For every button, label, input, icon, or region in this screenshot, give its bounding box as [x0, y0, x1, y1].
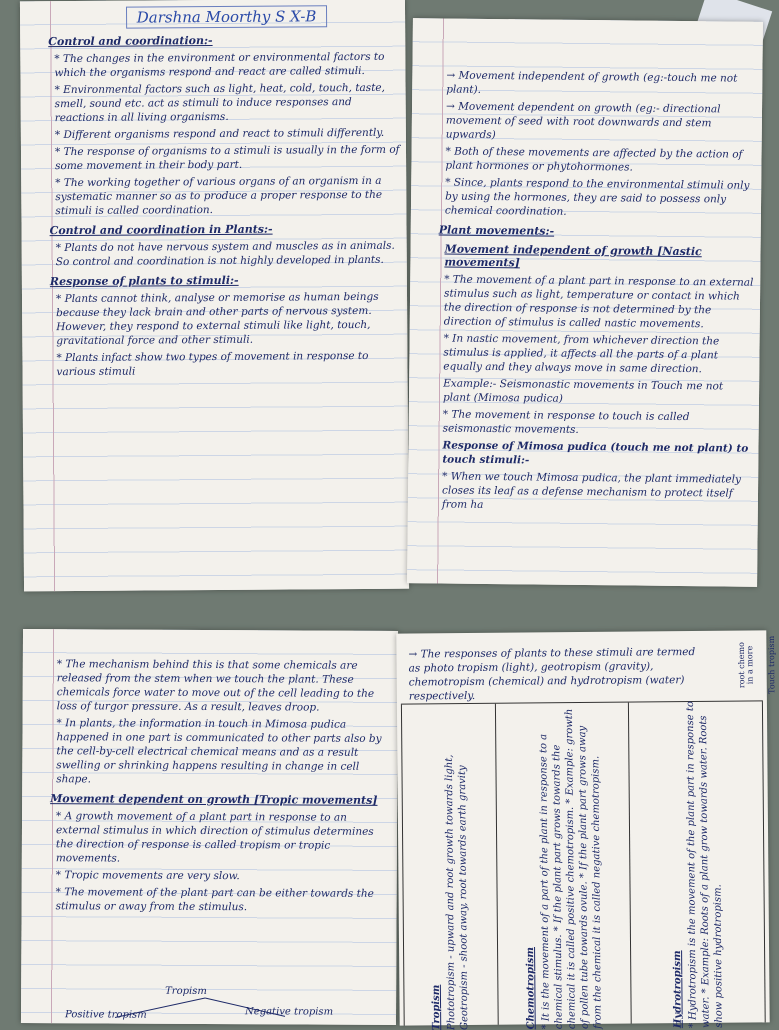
note-line: Example:- Seismonastic movements in Touch me not plant (Mimosa pudica): [442, 377, 724, 405]
note-line: → Movement dependent on growth (eg:- directional movement of seed with root downwards and stem upwards): [445, 100, 721, 142]
column-heading: Hydrotropism: [671, 949, 684, 1028]
notebook-page-3: [21, 629, 398, 1025]
diagram-root-label: Tropism: [165, 985, 207, 997]
notebook-page-1: [20, 0, 409, 591]
page-title: [54, 5, 399, 29]
subsection-heading: Movement independent of growth [Nastic movements]: [444, 242, 702, 270]
section-heading: Response of plants to stimuli:-: [49, 273, 239, 289]
note-line: * Different organisms respond and react to stimuli differently.: [54, 126, 385, 142]
section-heading: Control and coordination:-: [48, 34, 213, 49]
note-line: * Since, plants respond to the environmental stimuli only by using the hormones, they are said to possess only chemical coordination.: [444, 176, 750, 218]
section-heading: Movement dependent on growth [Tropic movements]: [50, 792, 378, 807]
note-line: * Environmental factors such as light, heat, cold, touch, taste, smell, sound etc. act as stimuli to induce responses and reactions in all living organisms.: [54, 81, 386, 125]
diagram-left-label: Positive tropism: [64, 1009, 147, 1021]
note-line: * The movement of a plant part in response to an external stimulus such as light, temperature or contact in which the direction of response is not determined by the direction of stimulus is called nastic movements.: [443, 273, 754, 331]
note-line: * The response of organisms to a stimuli is usually in the form of some movement in their body part.: [54, 143, 400, 173]
title-box: Darshna Moorthy S X-B: [126, 5, 328, 28]
note-line: Response of Mimosa pudica (touch me not plant) to touch stimuli:-: [442, 439, 749, 467]
note-line: * The changes in the environment or environmental factors to which the organisms respond and react are called stimuli.: [54, 50, 385, 80]
note-line: * Both of these movements are affected by the action of plant hormones or phytohormones.: [445, 145, 743, 174]
note-line: * The movement of the plant part can be either towards the stimulus or away from the stimulus.: [55, 886, 374, 914]
note-line: * In nastic movement, from whichever direction the stimulus is applied, it affects all the parts of a plant equally and they always move in same direction.: [443, 332, 720, 376]
notebook-page-2: [407, 18, 763, 587]
margin-notes: [724, 634, 777, 694]
column-content: [428, 699, 472, 1029]
column-text: * Hydrotropism is the movement of the plant part in response to water. * Example: Roots of a plant grow towards water. Roots show positive hydrotropism.: [684, 700, 725, 1028]
section-heading: Control and coordination in Plants:-: [49, 222, 273, 238]
note-line: * Plants do not have nervous system and muscles as in animals. So control and coordination is not highly developed in plants.: [55, 239, 395, 269]
note-line: * Plants infact show two types of movement in response to various stimuli: [56, 349, 369, 379]
page-2-content: [438, 69, 756, 583]
page-1-content: [48, 5, 403, 587]
table-column: [629, 700, 765, 1028]
note-line: * When we touch Mimosa pudica, the plant immediately closes its leaf as a defense mechanism to protect itself from ha: [441, 470, 741, 511]
note-line: * Tropic movements are very slow.: [55, 869, 240, 883]
note-line: → Movement independent of growth (eg:-touch me not plant).: [446, 69, 738, 96]
tropism-diagram: [55, 983, 396, 1025]
margin-note: Touch tropism: [766, 635, 777, 694]
note-line: * The mechanism behind this is that some chemicals are released from the stem when we touch the plant. These chemicals force water to move out of the cell leading to the loss of turgor pressure. As a result, leaves droop.: [56, 658, 375, 714]
tropism-table: [401, 700, 766, 1030]
intro-text: → The responses of plants to these stimuli are termed as photo tropism (light), geotropism (gravity), chemotropism (chemical) and hydrotropism (water) respectively.: [408, 646, 696, 703]
column-content: [669, 697, 726, 1027]
column-heading: Chemotropism: [525, 946, 537, 1030]
note-line: * The working together of various organs of an organism in a systematic manner so as to produce a proper response to the stimuli is called coordination.: [55, 174, 383, 218]
note-line: * In plants, the information in touch in Mimosa pudica happened in one part is communicated to other parts also by the cell-by-cell electrical chemical means and as a result swelling or shrinking happens resulting in change in cell shape.: [56, 717, 382, 786]
note-line: * A growth movement of a plant part in response to an external stimulus in which direction of stimulus determines the direction of response is called tropism or tropic movements.: [55, 810, 374, 865]
table-column: [401, 704, 499, 1030]
diagram-right-label: Negative tropism: [245, 1006, 334, 1018]
notebook-page-4: [396, 630, 777, 1030]
column-content: [522, 698, 605, 1029]
column-text: Phototropism - upward and root growth towards light, Geotropism - shoot away, root towards earth gravity: [444, 753, 471, 1030]
margin-note: in a more: [745, 645, 755, 685]
page-3-content: [50, 657, 392, 1021]
margin-note: root chemo: [736, 642, 747, 689]
section-heading: Plant movements:-: [438, 223, 555, 238]
table-column: [496, 703, 632, 1030]
column-text: * It is the movement of a part of the plant in response to a chemical stimulus. * If the plant part grows towards the chemical it is called positive chemotropism. * Example: growth of pollen tube towards ovule. * If the plant part grows away from the chemical it is called negative chemotropism.: [538, 708, 604, 1029]
column-heading: Tropism: [431, 984, 443, 1030]
note-line: * Plants cannot think, analyse or memorise as human beings because they lack brain and other parts of nervous system. However, they respond to external stimuli like light, touch, gravitational force and other stimuli.: [55, 290, 379, 348]
note-line: * The movement in response to touch is called seismonastic movements.: [442, 408, 690, 436]
